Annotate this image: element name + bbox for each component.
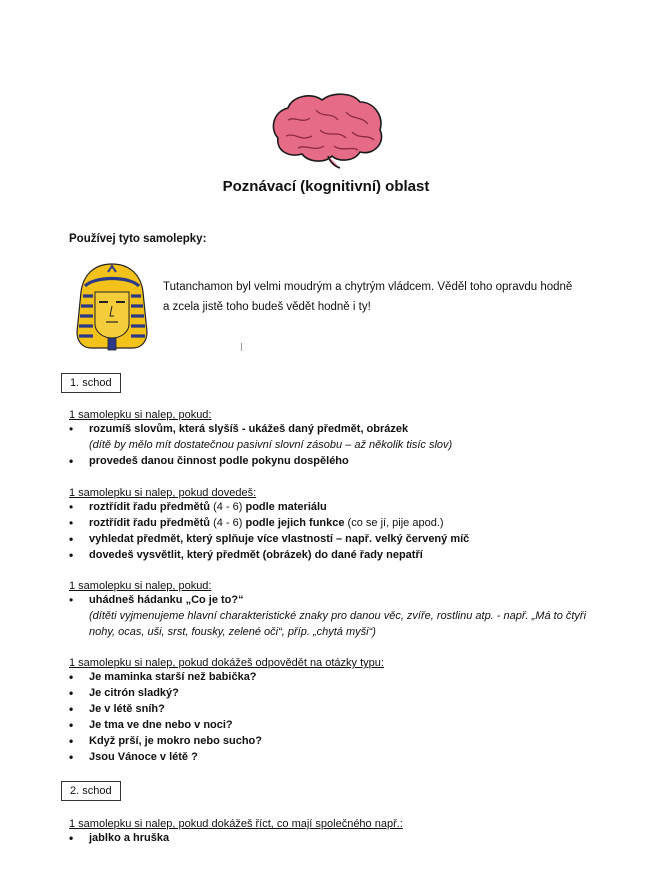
- section-heading: 1 samolepku si nalep, pokud dovedeš:: [69, 487, 257, 499]
- section-heading: 1 samolepku si nalep, pokud dokážeš odpovědět na otázky typu:: [69, 657, 384, 669]
- list-item: • Jsou Vánoce v létě ?: [69, 749, 589, 765]
- intro-text: [163, 277, 593, 317]
- section-heading: 1 samolepku si nalep, pokud:: [69, 580, 212, 592]
- stray-mark: [241, 343, 242, 351]
- section-5: [69, 818, 609, 846]
- list-item: • uhádneš hádanku „Co je to?“ (dítěti vyjmenujeme hlavní charakteristické znaky pro danou věc, zvíře, rostlinu atp. - např. „Má to čtyři nohy, ocas, uši, srst, fousky, zelené oči“, příp. „chytá myši“): [69, 592, 589, 640]
- list-item: • dovedeš vysvětlit, který předmět (obrázek) do dané řady nepatří: [69, 547, 589, 563]
- list-item: • roztřídit řadu předmětů (4 - 6) podle jejich funkce (co se jí, pije apod.): [69, 515, 589, 531]
- list-item: • jablko a hruška: [69, 830, 609, 846]
- list-item: • vyhledat předmět, který splňuje více vlastností – např. velký červený míč: [69, 531, 589, 547]
- section-2: [69, 487, 589, 563]
- section-3: [69, 580, 589, 640]
- step-2-box: 2. schod: [61, 781, 121, 801]
- list-item: • Je citrón sladký?: [69, 685, 589, 701]
- list-item: • Je tma ve dne nebo v noci?: [69, 717, 589, 733]
- intro-line-2: a zcela jistě toho budeš vědět hodně i ty!: [163, 301, 371, 313]
- tutankhamun-mask-icon: [75, 262, 149, 354]
- list-item: • roztřídit řadu předmětů (4 - 6) podle materiálu: [69, 499, 589, 515]
- list-item: • Když prší, je mokro nebo sucho?: [69, 733, 589, 749]
- list-item: • provedeš danou činnost podle pokynu dospělého: [69, 453, 589, 469]
- brain-illustration: [268, 90, 386, 170]
- section-1: [69, 409, 589, 469]
- list-item: • Je maminka starší než babička?: [69, 669, 589, 685]
- list-item: • rozumíš slovům, která slyšíš - ukážeš daný předmět, obrázek (dítě by mělo mít dostatečnou pasivní slovní zásobu – až několik tisíc slov): [69, 421, 589, 453]
- step-1-box: 1. schod: [61, 373, 121, 393]
- intro-line-1: Tutanchamon byl velmi moudrým a chytrým vládcem. Věděl toho opravdu hodně: [163, 281, 573, 293]
- section-heading: 1 samolepku si nalep, pokud:: [69, 409, 212, 421]
- section-heading: 1 samolepku si nalep, pokud dokážeš říct, co mají společného např.:: [69, 818, 403, 830]
- section-4: [69, 657, 589, 765]
- subheading: Používej tyto samolepky:: [69, 233, 207, 245]
- page-title: Poznávací (kognitivní) oblast: [222, 178, 430, 195]
- list-item: • Je v létě sníh?: [69, 701, 589, 717]
